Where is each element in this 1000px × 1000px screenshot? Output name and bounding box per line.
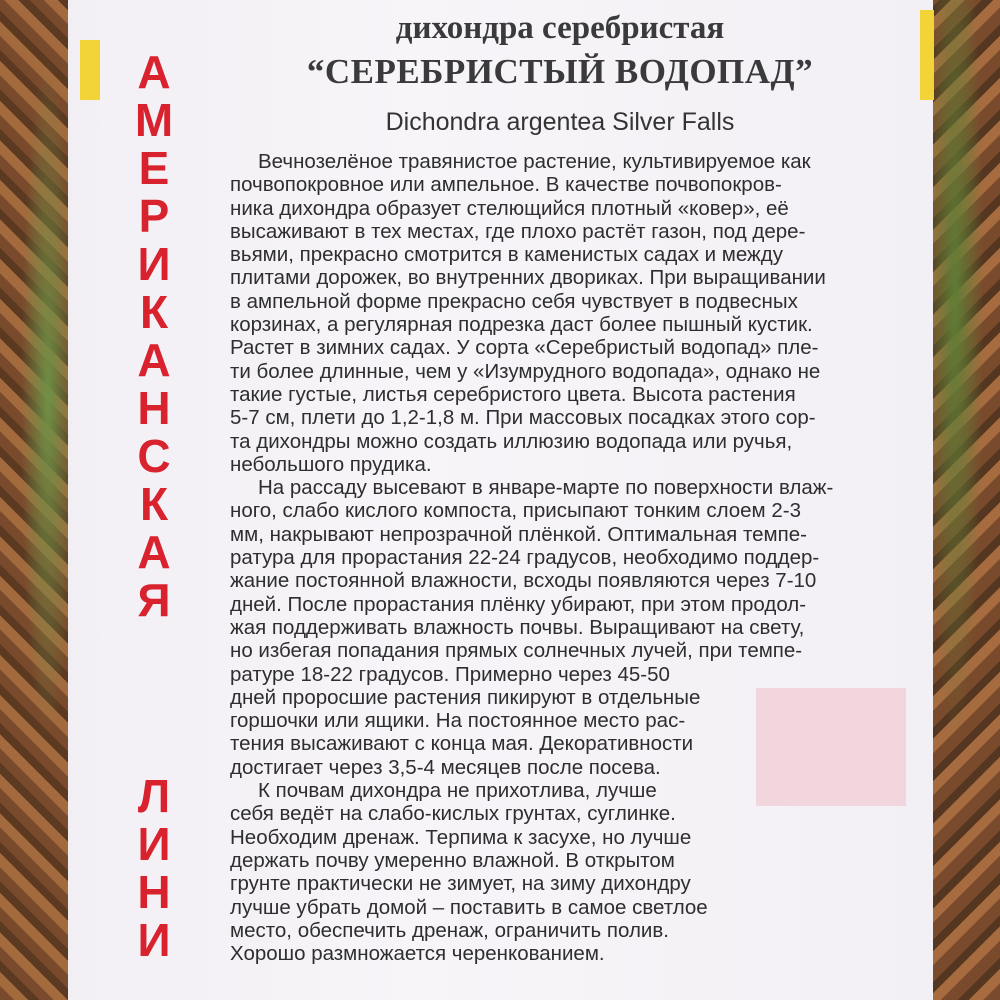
vertical-letter: И	[137, 818, 171, 870]
text-line: лучше убрать домой – поставить в самое светлое	[230, 895, 708, 919]
text-line: такие густые, листья серебристого цвета. Высота растения	[230, 382, 796, 406]
vertical-letter: А	[137, 46, 171, 98]
text-line: 5-7 см, плети до 1,2-1,8 м. При массовых посадках этого сор-	[230, 406, 816, 430]
text-line: тения высаживают с конца мая. Декоративности	[230, 732, 694, 756]
text-line: Растет в зимних садах. У сорта «Серебристый водопад» пле-	[230, 336, 819, 360]
text-line: жая поддерживать влажность почвы. Выращивают на свету,	[230, 615, 805, 639]
text-line: в ампельной форме прекрасно себя чувствует в подвесных	[230, 289, 798, 313]
text-line: Необходим дренаж. Терпима к засухе, но лучше	[230, 825, 692, 849]
vertical-letter: Л	[137, 770, 171, 822]
text-line: но избегая попадания прямых солнечных лучей, при темпе-	[230, 639, 803, 663]
vertical-letter: А	[137, 334, 171, 386]
text-line: небольшого прудика.	[230, 452, 432, 476]
text-line: высаживают в тех местах, где плохо растёт газон, под дере-	[230, 219, 806, 243]
text-line: ратуре 18-22 градусов. Примерно через 45-50	[230, 662, 670, 686]
description-text	[230, 150, 890, 965]
text-line: На рассаду высевают в январе-марте по поверхности влаж-	[258, 476, 834, 500]
text-line: достигает через 3,5-4 месяцев после посева.	[230, 755, 661, 779]
vertical-letter: Н	[137, 866, 171, 918]
plant-name-title: дихондра серебристая	[395, 10, 725, 46]
price-label-area	[756, 688, 906, 806]
text-line: грунте практически не зимует, на зиму дихондру	[230, 872, 691, 896]
vertical-letter: И	[137, 238, 171, 290]
variety-title: “СЕРЕБРИСТЫЙ ВОДОПАД”	[306, 52, 814, 91]
text-line: ного, слабо кислого компоста, присыпают тонким слоем 2-3	[230, 499, 801, 523]
text-line: Хорошо размножается черенкованием.	[230, 942, 605, 966]
text-line: ти более длинные, чем у «Изумрудного водопада», однако не	[230, 359, 821, 383]
vertical-series-label	[104, 48, 204, 624]
text-line: себя ведёт на слабо-кислых грунтах, суглинке.	[230, 802, 676, 826]
text-line: ника дихондра образует стелющийся плотный «ковер», её	[230, 196, 789, 220]
vertical-letter: И	[137, 914, 171, 966]
text-line: мм, накрывают непрозрачной плёнкой. Оптимальная темпе-	[230, 522, 807, 546]
plant-photo-right	[925, 0, 1000, 1000]
text-line: жание постоянной влажности, всходы появляются через 7-10	[230, 569, 817, 593]
text-line: место, обеспечить дренаж, ограничить полив.	[230, 918, 669, 942]
text-line: держать почву умеренно влажной. В открытом	[230, 848, 675, 872]
vertical-letter: Я	[137, 574, 171, 626]
vertical-series-label-2	[104, 772, 204, 964]
vertical-letter: А	[137, 526, 171, 578]
text-line: ратура для прорастания 22-24 градусов, необходимо поддер-	[230, 546, 820, 570]
text-line: горшочки или ящики. На постоянное место рас-	[230, 709, 686, 733]
vertical-letter: К	[139, 478, 169, 530]
text-line: та дихондры можно создать иллюзию водопада или ручья,	[230, 429, 793, 453]
vertical-letter: Е	[138, 142, 170, 194]
vertical-letter: Р	[138, 190, 170, 242]
text-line: Вечнозелёное травянистое растение, культивируемое как	[258, 150, 811, 173]
text-line: дней проросшие растения пикируют в отдельные	[230, 685, 701, 709]
text-line: К почвам дихондра не прихотлива, лучше	[258, 779, 657, 803]
latin-name: Dichondra argentea Silver Falls	[385, 108, 735, 136]
yellow-tab-right	[920, 10, 934, 100]
text-line: плитами дорожек, во внутренних двориках. При выращивании	[230, 266, 826, 290]
vertical-letter: К	[139, 286, 169, 338]
text-line: почвопокровное или ампельное. В качестве почвопокров-	[230, 173, 782, 197]
text-line: корзинах, а регулярная подрезка даст более пышный кустик.	[230, 313, 813, 337]
text-line: дней. После прорастания плёнку убирают, при этом продол-	[230, 592, 807, 616]
vertical-letter: С	[137, 430, 171, 482]
yellow-tab-left	[80, 40, 100, 100]
vertical-letter: М	[134, 94, 174, 146]
text-line: вьями, прекрасно смотрится в каменистых садах и между	[230, 243, 783, 267]
vertical-letter: Н	[137, 382, 171, 434]
